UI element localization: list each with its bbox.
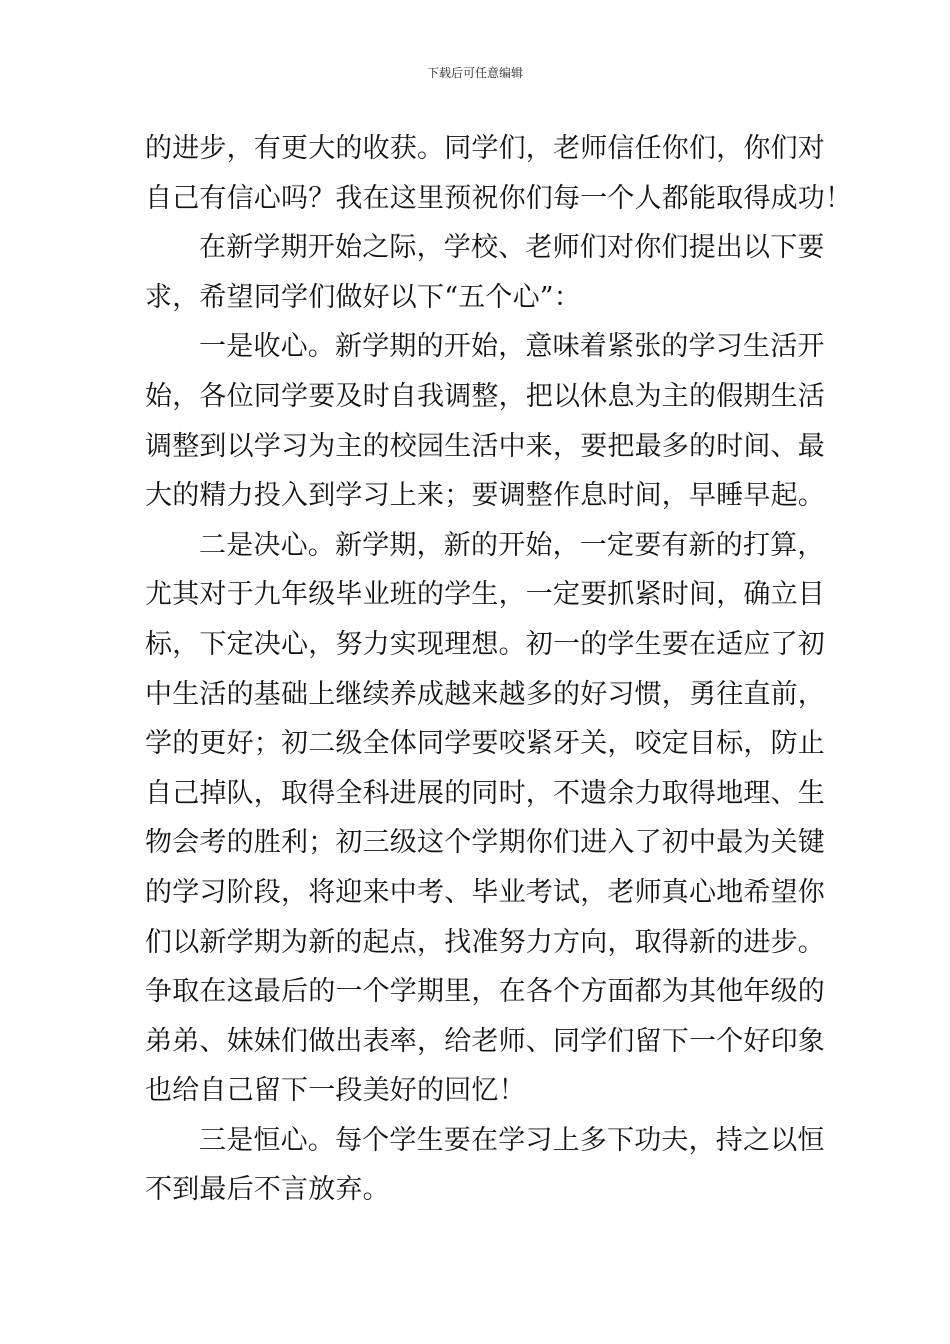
text-line: 尤其对于九年级毕业班的学生，一定要抓紧时间，确立目 [145,579,825,611]
text-line: 争取在这最后的一个学期里，在各个方面都为其他年级的 [145,976,825,1008]
text-line: 物会考的胜利；初三级这个学期你们进入了初中最为关键 [145,827,825,859]
text-line: 中生活的基础上继续养成越来越多的好习惯，勇往直前， [145,678,825,710]
text-line: 自己有信心吗？我在这里预祝你们每一个人都能取得成功！ [145,182,853,214]
text-line: 标，下定决心，努力实现理想。初一的学生要在适应了初 [145,628,825,660]
document-body [145,124,853,1215]
paragraph-start-line: 一是收心。新学期的开始，意味着紧张的学习生活开 [199,331,825,363]
page-header: 下载后可任意编辑 [426,66,523,80]
text-line: 弟弟、妹妹们做出表率，给老师、同学们留下一个好印象 [145,1025,825,1057]
text-line: 学的更好；初二级全体同学要咬紧牙关，咬定目标，防止 [145,728,825,760]
paragraph-start-line: 二是决心。新学期，新的开始，一定要有新的打算， [199,529,825,561]
text-line: 求，希望同学们做好以下“五个心”： [145,281,582,313]
text-line: 自己掉队，取得全科进展的同时，不遗余力取得地理、生 [145,777,825,809]
text-line: 不到最后不言放弃。 [145,1174,390,1206]
text-line: 们以新学期为新的起点，找准努力方向，取得新的进步。 [145,926,825,958]
text-line: 也给自己留下一段美好的回忆！ [145,1075,526,1107]
paragraph-start-line: 在新学期开始之际，学校、老师们对你们提出以下要 [199,232,825,264]
text-line: 的进步，有更大的收获。同学们，老师信任你们，你们对 [145,133,825,164]
paragraph-start-line: 三是恒心。每个学生要在学习上多下功夫，持之以恒 [199,1124,825,1156]
text-line: 大的精力投入到学习上来；要调整作息时间，早睡早起。 [145,480,825,512]
text-line: 始，各位同学要及时自我调整，把以休息为主的假期生活 [145,380,825,412]
text-line: 的学习阶段，将迎来中考、毕业考试，老师真心地希望你 [145,876,825,908]
text-line: 调整到以学习为主的校园生活中来，要把最多的时间、最 [145,430,825,462]
